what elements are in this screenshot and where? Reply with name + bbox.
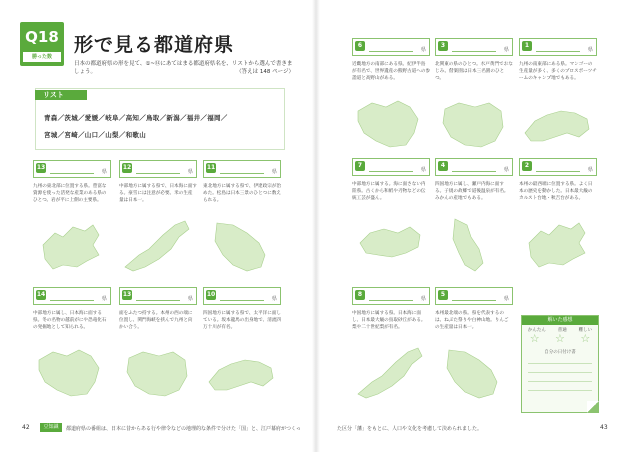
write-line: [528, 381, 592, 382]
answer-underline: [136, 173, 180, 174]
prefecture-suffix: 県: [187, 169, 193, 175]
prefecture-outline: [209, 360, 273, 390]
write-line: [528, 372, 592, 373]
level-hard: 難しい: [578, 328, 593, 333]
prefecture-outline: [443, 103, 503, 147]
question-number-badge: 3: [438, 41, 448, 51]
trivia-tag: 豆知識: [40, 423, 62, 432]
prefecture-shape-map: [435, 93, 513, 155]
answer-field[interactable]: [519, 38, 597, 56]
prefecture-suffix: 県: [420, 296, 426, 302]
prefecture-outline: [43, 225, 99, 269]
right-page-number: 43: [600, 424, 608, 431]
prefecture-suffix: 県: [271, 169, 277, 175]
answer-field[interactable]: [119, 160, 197, 178]
answer-field[interactable]: [33, 287, 111, 305]
prefecture-shape-map: [352, 93, 430, 155]
question-number-badge: 13: [122, 291, 132, 298]
prefecture-shape-map: [435, 342, 513, 404]
prefecture-shape-map: [33, 215, 111, 277]
question-number-badge: 14: [36, 291, 46, 298]
answer-underline: [369, 300, 413, 301]
prefecture-hint: 中部地方に属する県で、日本海に面する。豪雪には注意が必要。米の生産量は日本一。: [119, 184, 198, 203]
prefecture-hint: 近畿地方の南部にある県。紀伊半島が有名で、世界遺産の熊野古道への参詣道と高野山がある。: [352, 62, 431, 81]
answer-field[interactable]: [435, 158, 513, 176]
prefecture-card: [33, 160, 111, 280]
answer-underline: [452, 51, 496, 52]
answer-list-line-1: 青森／茨城／愛媛／岐阜／高知／鳥取／新潟／福井／福岡／: [44, 114, 228, 122]
answer-field[interactable]: [352, 158, 430, 176]
prefecture-outline: [215, 223, 265, 271]
prefecture-suffix: 県: [187, 296, 193, 302]
prefecture-shape-map: [119, 342, 197, 404]
question-number-badge: 10: [206, 291, 216, 298]
prefecture-hint: 九州の南東部にある県。マンゴーの生産量が多く、多くのプロスポーツチームのキャンプ地でもある。: [519, 62, 597, 81]
page-curl-corner: [587, 401, 599, 413]
answer-underline: [536, 51, 580, 52]
prefecture-outline: [39, 350, 99, 396]
prefecture-outline: [125, 221, 189, 271]
prefecture-shape-map: [203, 342, 281, 404]
prefecture-card: [435, 38, 513, 158]
prefecture-hint: 四国地方に属し、瀬戸内海に面する。子規の故郷で道後温泉が有名。みかんの産地でもある。: [435, 182, 509, 201]
answer-field[interactable]: [435, 38, 513, 56]
level-easy: かんたん: [527, 328, 546, 333]
prefecture-hint: 中国地方に属する県。日本海に面し、日本最大級の鳥取砂丘がある。梨や二十世紀梨が有名。: [352, 311, 426, 330]
prefecture-shape-map: [352, 342, 430, 404]
question-badge: [20, 22, 64, 66]
prefecture-card: [435, 158, 513, 278]
question-number-badge: 11: [206, 164, 216, 171]
prefecture-outline: [360, 227, 420, 257]
answer-underline: [369, 171, 413, 172]
prefecture-card: [519, 158, 597, 278]
prefecture-suffix: 県: [101, 296, 107, 302]
question-number-badge: 6: [355, 41, 365, 51]
evaluation-box: [521, 315, 599, 413]
answer-field[interactable]: [519, 158, 597, 176]
prefecture-shape-map: [119, 215, 197, 277]
prefecture-suffix: 県: [420, 167, 426, 173]
prefecture-card: [352, 38, 430, 158]
question-number-badge: 8: [355, 290, 365, 300]
question-number-badge: 1: [522, 41, 532, 51]
footer-trivia-right: た区分「藩」をもとに、人口や文化を考慮して決められました。: [337, 426, 483, 432]
answer-underline: [452, 171, 496, 172]
instructions: [74, 60, 294, 76]
prefecture-hint: 中部地方に属し、日本海に面する県。冬の名物の越前がにや恐竜化石の発掘地として知られる。: [33, 311, 107, 330]
answer-underline: [220, 300, 264, 301]
answer-underline: [50, 300, 94, 301]
prefecture-hint: 本州の最西端に位置する県。よく日本の歴史を動かした。日本最大級のカルスト台地・秋吉台がある。: [519, 182, 593, 201]
prefecture-suffix: 県: [420, 47, 426, 53]
answer-list-line-2: 宮城／宮崎／山口／山梨／和歌山: [44, 131, 146, 139]
prefecture-hint: 面をふたつ持する。本州の西の端に位置し、関門海峡を挟んで九州と向かい合う。: [119, 311, 193, 330]
question-sub-label: 勝った数: [23, 52, 61, 62]
question-number-badge: 5: [438, 290, 448, 300]
prefecture-card: [435, 287, 513, 407]
prefecture-shape-map: [435, 213, 513, 275]
write-line: [528, 363, 592, 364]
evaluation-heading: 解いた感想: [522, 316, 598, 325]
prefecture-card: [352, 158, 430, 278]
star-icon[interactable]: ☆: [529, 332, 540, 345]
prefecture-card: [203, 160, 281, 280]
answer-field[interactable]: [352, 287, 430, 305]
answer-field[interactable]: [119, 287, 197, 305]
prefecture-shape-map: [33, 342, 111, 404]
question-number-badge: 13: [36, 164, 46, 171]
prefecture-suffix: 県: [587, 47, 593, 53]
answer-underline: [452, 300, 496, 301]
answer-field[interactable]: [435, 287, 513, 305]
answer-list-heading: リスト: [35, 90, 87, 100]
answer-field[interactable]: [203, 287, 281, 305]
evaluation-note: 自分の日付け書: [544, 350, 576, 355]
prefecture-hint: 四国地方に属する県で、太平洋に面している。坂本龍馬の出身地で、清流四万十川が有名。: [203, 311, 282, 330]
footer-trivia-left: 都道府県の番組は、日本に昔からある行や律令などの地理的な条件で分けた「国」と、江戸幕府がつくっ: [66, 426, 301, 432]
write-line: [528, 390, 592, 391]
prefecture-shape-map: [519, 213, 597, 275]
prefecture-outline: [529, 223, 585, 267]
prefecture-hint: 北関東の県のひとつ。水戸黄門でおなじみ。偕楽園は日本三名園のひとつ。: [435, 62, 513, 81]
question-number-badge: 2: [522, 161, 532, 171]
prefecture-card: [33, 287, 111, 407]
answer-underline: [50, 173, 94, 174]
prefecture-card: [119, 287, 197, 407]
answer-field[interactable]: [352, 38, 430, 56]
prefecture-shape-map: [203, 215, 281, 277]
prefecture-outline: [358, 101, 418, 147]
prefecture-card: [352, 287, 430, 407]
prefecture-suffix: 県: [101, 169, 107, 175]
prefecture-hint: 中部地方に属する。海に面さない内陸県。古くから和紙や刃物などの伝統工芸が盛ん。: [352, 182, 426, 201]
answer-underline: [136, 300, 180, 301]
prefecture-hint: 本州最北端の県。県を代表するのは、ねぶた祭りや白神山地。りんごの生産量は日本一。: [435, 311, 509, 330]
question-number-badge: 4: [438, 161, 448, 171]
answer-field[interactable]: [203, 160, 281, 178]
prefecture-card: [519, 38, 597, 158]
prefecture-suffix: 県: [503, 296, 509, 302]
prefecture-outline: [447, 350, 497, 398]
question-number-badge: 12: [122, 164, 132, 171]
prefecture-card: [203, 287, 281, 407]
prefecture-outline: [525, 111, 589, 141]
prefecture-card: [119, 160, 197, 280]
level-normal: 普通: [557, 328, 567, 333]
prefecture-shape-map: [519, 93, 597, 155]
page-title: 形で見る都道府県: [74, 34, 235, 56]
star-icon[interactable]: ☆: [580, 332, 591, 345]
prefecture-shape-map: [352, 213, 430, 275]
prefecture-outline: [127, 352, 187, 396]
left-page-number: 42: [22, 424, 30, 431]
star-icon[interactable]: ☆: [555, 332, 565, 345]
prefecture-suffix: 県: [271, 296, 277, 302]
answer-underline: [536, 171, 580, 172]
answer-underline: [220, 173, 264, 174]
question-number: Q18: [25, 28, 59, 46]
prefecture-outline: [453, 219, 483, 271]
prefecture-suffix: 県: [503, 47, 509, 53]
instructions-text: 日本の都道府県の形を見て、①~⑭にあてはまる都道府県名を、リストから選んで書きましょう。: [74, 61, 293, 75]
prefecture-outline: [358, 348, 422, 398]
answer-field[interactable]: [33, 160, 111, 178]
answer-underline: [369, 51, 413, 52]
prefecture-hint: 東北地方に属する県で、伊達政宗が治めた。松島は日本三景のひとつに数えられる。: [203, 184, 282, 203]
prefecture-hint: 九州の東北部に位置する県。豊富な資源を使った活発な産業のある県のひとつ。岩が平に上側の主要県。: [33, 184, 107, 203]
book-gutter: [312, 0, 320, 452]
prefecture-suffix: 県: [503, 167, 509, 173]
prefecture-suffix: 県: [587, 167, 593, 173]
question-number-badge: 7: [355, 161, 365, 171]
answer-reference: （答えは 148 ページ）: [236, 69, 294, 75]
